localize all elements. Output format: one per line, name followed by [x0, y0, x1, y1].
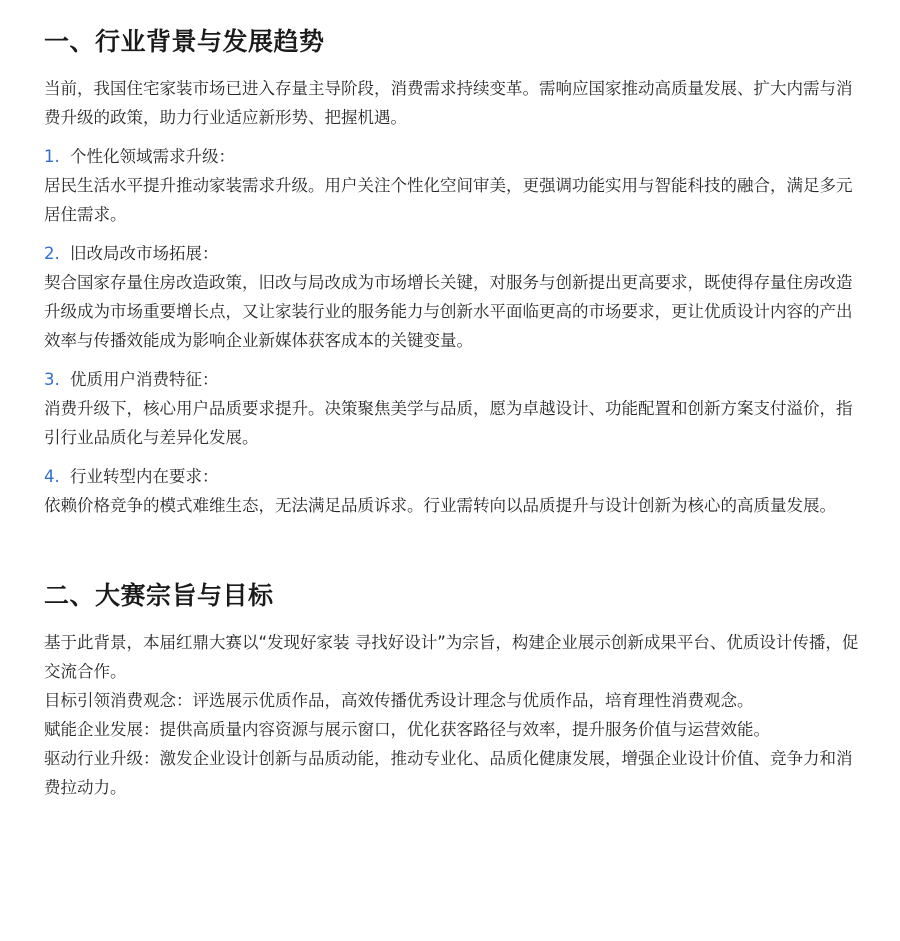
list-item-number: 2.	[44, 244, 60, 263]
list-item-number: 1.	[44, 147, 60, 166]
list-item-heading-text: 旧改局改市场拓展：	[70, 244, 219, 263]
goal-paragraph: 赋能企业发展：提供高质量内容资源与展示窗口，优化获客路径与效率，提升服务价值与运营效能。	[44, 720, 770, 739]
list-item-description: 居民生活水平提升推动家装需求升级。用户关注个性化空间审美，更强调功能实用与智能科技的融合，满足多元居住需求。	[44, 176, 853, 224]
section-intro-paragraph: 当前，我国住宅家装市场已进入存量主导阶段，消费需求持续变革。需响应国家推动高质量发展、扩大内需与消费升级的政策，助力行业适应新形势、把握机遇。	[44, 79, 853, 127]
list-item-number: 4.	[44, 467, 60, 486]
list-item-description: 消费升级下，核心用户品质要求提升。决策聚焦美学与品质，愿为卓越设计、功能配置和创新方案支付溢价，指引行业品质化与差异化发展。	[44, 399, 853, 447]
section-intro-paragraph: 基于此背景，本届红鼎大赛以“发现好家装 寻找好设计”为宗旨，构建企业展示创新成果平台、优质设计传播，促交流合作。	[44, 633, 859, 681]
list-item-heading	[44, 239, 860, 268]
goal-paragraph: 目标引领消费观念：评选展示优质作品，高效传播优秀设计理念与优质作品，培育理性消费观念。	[44, 691, 754, 710]
list-item-description: 依赖价格竞争的模式难维生态，无法满足品质诉求。行业需转向以品质提升与设计创新为核心的高质量发展。	[44, 496, 836, 515]
list-item-heading-text: 个性化领域需求升级：	[70, 147, 235, 166]
section-title-competition-goals: 二、大赛宗旨与目标	[44, 581, 274, 610]
list-item-number: 3.	[44, 370, 60, 389]
goal-paragraph: 驱动行业升级：激发企业设计创新与品质动能，推动专业化、品质化健康发展，增强企业设计价值、竞争力和消费拉动力。	[44, 749, 853, 797]
list-item-heading-text: 优质用户消费特征：	[70, 370, 219, 389]
list-item-heading	[44, 142, 860, 171]
list-item-heading-text: 行业转型内在要求：	[70, 467, 219, 486]
list-item-description: 契合国家存量住房改造政策，旧改与局改成为市场增长关键，对服务与创新提出更高要求，既使得存量住房改造升级成为市场重要增长点，又让家装行业的服务能力与创新水平面临更高的市场要求，更让优质设计内容的产出效率与传播效能成为影响企业新媒体获客成本的关键变量。	[44, 273, 853, 350]
list-item-heading	[44, 365, 860, 394]
section-title-industry-background: 一、行业背景与发展趋势	[44, 27, 325, 56]
list-item-heading	[44, 462, 860, 491]
